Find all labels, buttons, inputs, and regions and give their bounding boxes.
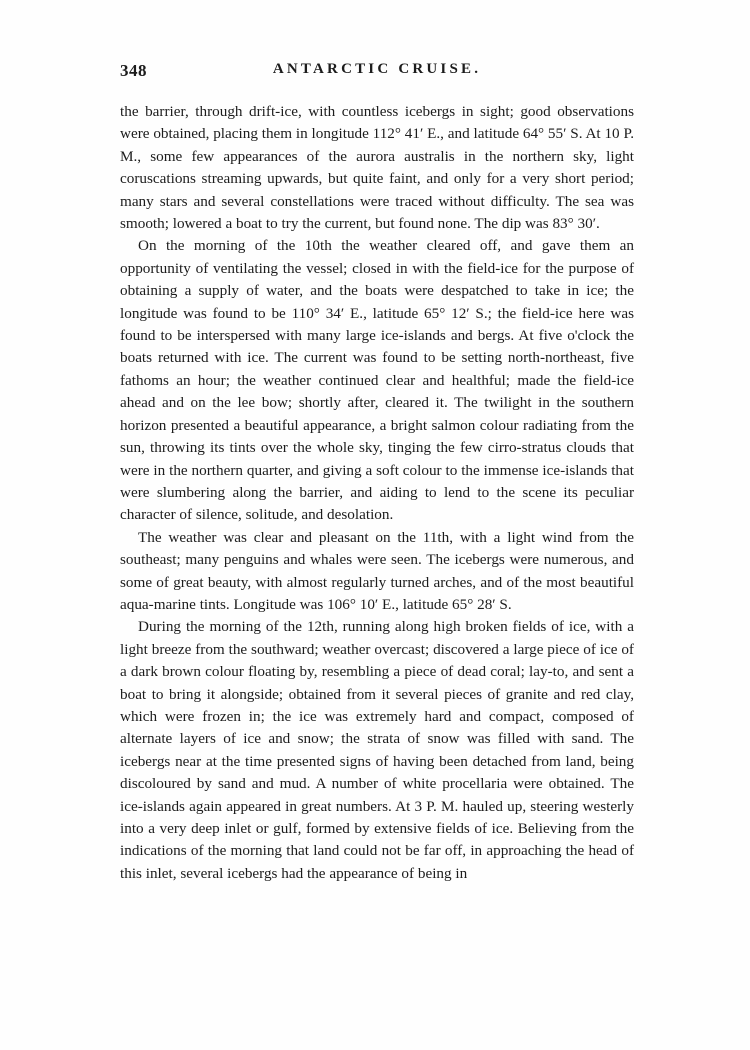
paragraph-continuation: the barrier, through drift-ice, with countless icebergs in sight; good observations were obtained, placing them in longitude 112° 41′ E., and latitude 64° 55′ S. At 10 P. M., some few appearances of the aurora australis in the northern sky, light coruscations streaming upwards, but quite faint, and only for a very short period; many stars and several constellations were traced without difficulty. The sea was smooth; lowered a boat to try the current, but found none. The dip was 83° 30′. [120,103,634,233]
page-number: 348 [120,61,147,80]
paragraph-11th: The weather was clear and pleasant on the 11th, with a light wind from the southeast; many penguins and whales were seen. The icebergs were numerous, and some of great beauty, with almost regularly turned arches, and of the most beautiful aqua-marine tints. Longitude was 106° 10′ E., latitude 65° 28′ S. [120,528,634,613]
paragraph-12th: During the morning of the 12th, running along high broken fields of ice, with a light breeze from the southward; weather overcast; discovered a large piece of ice of a dark brown colour floating by, resembling a piece of dead coral; lay-to, and sent a boat to bring it alongside; obtained from it several pieces of granite and red clay, which were frozen in; the ice was extremely hard and compact, composed of alternate layers of ice and snow; the strata of snow was filled with sand. The icebergs near at the time presented signs of having been detached from land, being discoloured by sand and mud. A number of white procellaria were obtained. The ice-islands again appeared in great numbers. At 3 P. M. hauled up, steering westerly into a very deep inlet or gulf, formed by extensive fields of ice. Believing from the indications of the morning that land could not be far off, in approaching the head of this inlet, several icebergs had the appearance of being in [120,618,634,882]
body-text [120,101,634,885]
running-title: ANTARCTIC CRUISE. [272,61,482,77]
running-head [120,61,634,87]
paragraph-10th: On the morning of the 10th the weather cleared off, and gave them an opportunity of ventilating the vessel; closed in with the field-ice for the purpose of obtaining a supply of water, and the boats were despatched to take in ice; the longitude was found to be 110° 34′ E., latitude 65° 12′ S.; the field-ice here was found to be interspersed with many large ice-islands and bergs. At five o'clock the boats returned with ice. The current was found to be setting north-northeast, five fathoms an hour; the weather continued clear and healthful; made the field-ice ahead and on the lee bow; shortly after, cleared it. The twilight in the southern horizon presented a beautiful appearance, a bright salmon colour radiating from the sun, throwing its tints over the whole sky, tinging the few cirro-stratus clouds that were in the northern quarter, and giving a soft colour to the immense ice-islands that were slumbering along the barrier, and aiding to lend to the scene its peculiar character of silence, solitude, and desolation. [120,237,634,524]
